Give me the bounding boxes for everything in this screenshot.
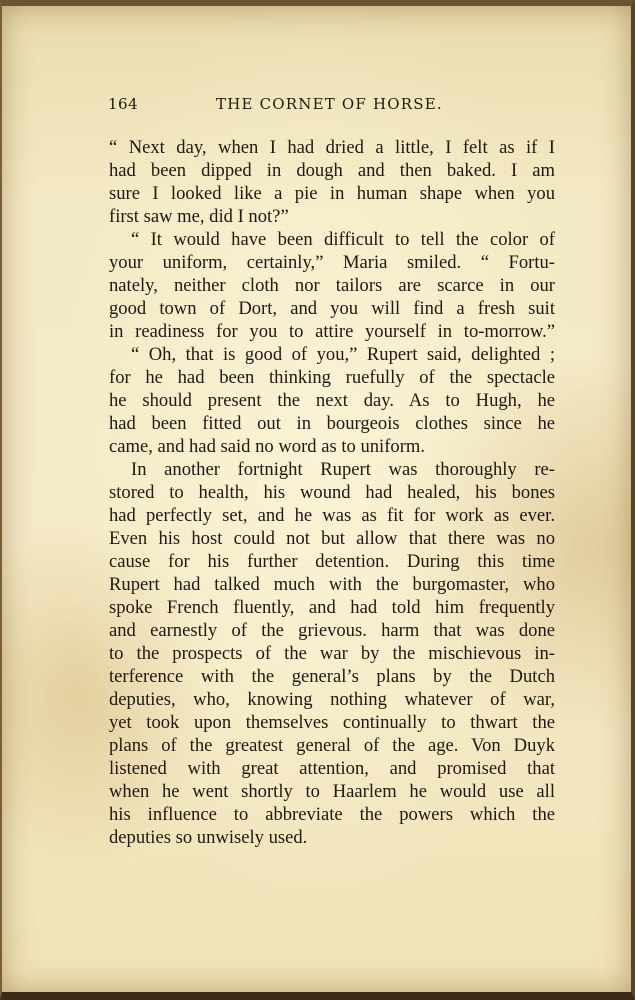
text-line: “ Oh, that is good of you,” Rupert said, delighted ; bbox=[131, 344, 555, 365]
text-line: nately, neither cloth nor tailors are scarce in our bbox=[109, 275, 555, 296]
text-line: had been dipped in dough and then baked. I am bbox=[109, 160, 555, 181]
text-line: first saw me, did I not?” bbox=[109, 206, 289, 227]
text-line: yet took upon themselves continually to thwart the bbox=[109, 712, 555, 733]
text-line: deputies so unwisely used. bbox=[109, 827, 308, 848]
text-line: terference with the general’s plans by the Dutch bbox=[109, 666, 555, 687]
page-header bbox=[108, 95, 554, 117]
text-line: and earnestly of the grievous. harm that was done bbox=[109, 620, 555, 641]
text-line: came, and had said no word as to uniform. bbox=[109, 436, 426, 457]
page-number: 164 bbox=[108, 95, 139, 113]
text-line: “ It would have been difficult to tell the color of bbox=[131, 229, 555, 250]
running-head: THE CORNET OF HORSE. bbox=[216, 95, 443, 113]
text-line: in readiness for you to attire yourself in to-morrow.” bbox=[109, 321, 555, 342]
text-line: Rupert had talked much with the burgomaster, who bbox=[109, 574, 555, 595]
text-line: had been fitted out in bourgeois clothes since he bbox=[109, 413, 555, 434]
text-line: sure I looked like a pie in human shape when you bbox=[109, 183, 555, 204]
text-line: In another fortnight Rupert was thoroughly re- bbox=[131, 459, 555, 480]
text-line: he should present the next day. As to Hugh, he bbox=[109, 390, 555, 411]
text-line: listened with great attention, and promised that bbox=[109, 758, 555, 779]
text-line: deputies, who, knowing nothing whatever of war, bbox=[109, 689, 555, 710]
text-line: had perfectly set, and he was as fit for work as ever. bbox=[109, 505, 555, 526]
text-line: to the prospects of the war by the mischievous in- bbox=[109, 643, 555, 664]
text-line: plans of the greatest general of the age. Von Duyk bbox=[109, 735, 555, 756]
body-text bbox=[109, 136, 555, 849]
text-line: his influence to abbreviate the powers which the bbox=[109, 804, 555, 825]
text-line: Even his host could not but allow that there was no bbox=[109, 528, 555, 549]
text-line: spoke French fluently, and had told him frequently bbox=[109, 597, 555, 618]
text-line: stored to health, his wound had healed, his bones bbox=[109, 482, 555, 503]
text-line: when he went shortly to Haarlem he would use all bbox=[109, 781, 555, 802]
text-line: for he had been thinking ruefully of the spectacle bbox=[109, 367, 555, 388]
text-line: cause for his further detention. During this time bbox=[109, 551, 555, 572]
text-line: “ Next day, when I had dried a little, I felt as if I bbox=[109, 137, 555, 158]
text-line: good town of Dort, and you will find a fresh suit bbox=[109, 298, 555, 319]
text-line: your uniform, certainly,” Maria smiled. “ Fortu- bbox=[109, 252, 555, 273]
